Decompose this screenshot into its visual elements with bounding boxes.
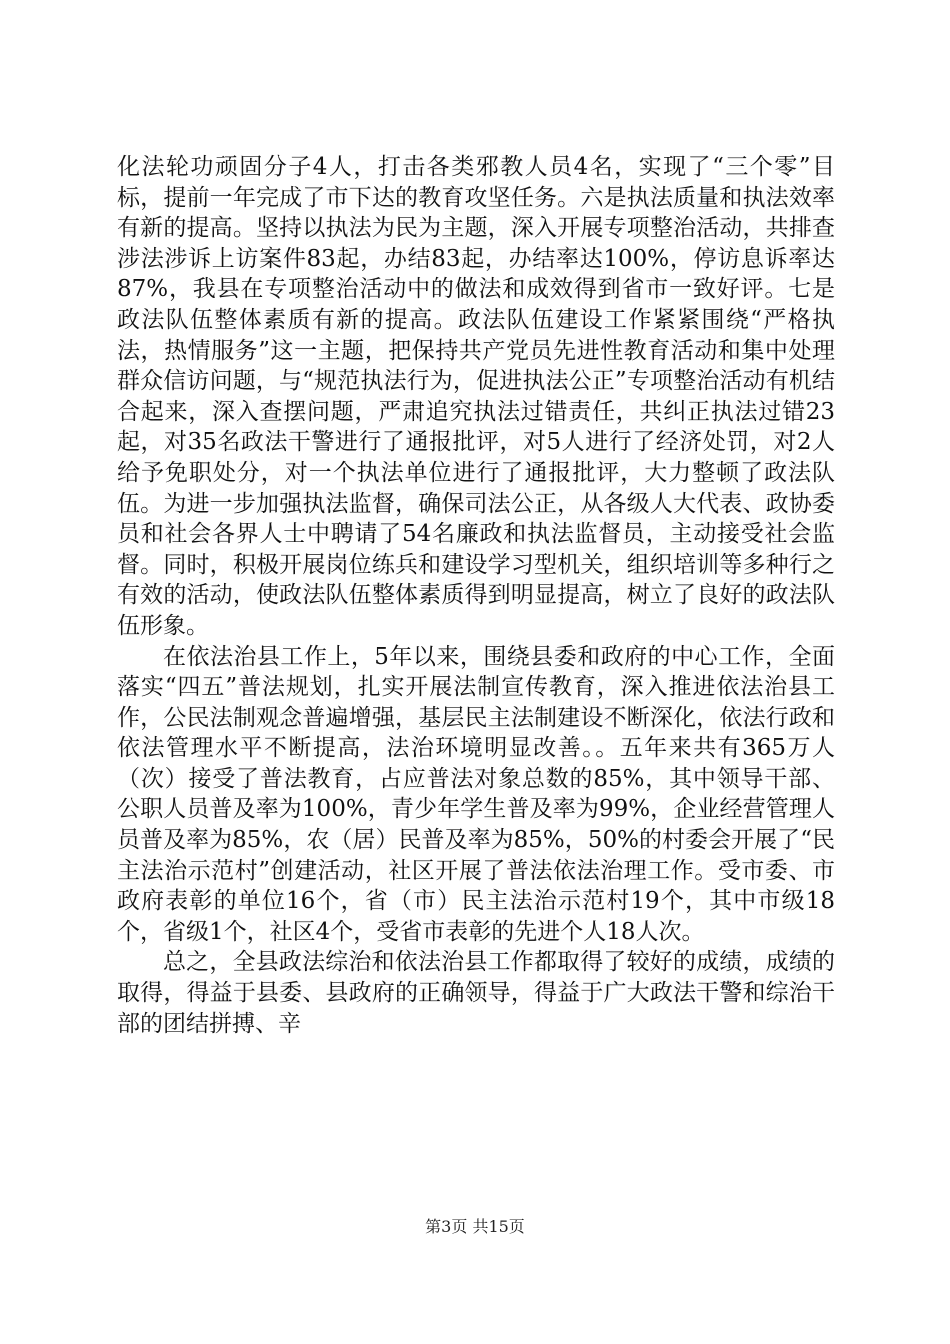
paragraph-3: 总之，全县政法综治和依法治县工作都取得了较好的成绩，成绩的取得，得益于县委、县政府的正确领导，得益于广大政法干警和综治干部的团结拼搏、辛 [117,949,835,1037]
document-body [117,152,835,1039]
paragraph-1: 化法轮功顽固分子4人，打击各类邪教人员4名，实现了“三个零”目标，提前一年完成了市下达的教育攻坚任务。六是执法质量和执法效率有新的提高。坚持以执法为民为主题，深入开展专项整治活动，共排查涉法涉诉上访案件83起，办结83起，办结率达100%，停访息诉率达87%，我县在专项整治活动中的做法和成效得到省市一致好评。七是政法队伍整体素质有新的提高。政法队伍建设工作紧紧围绕“严格执法，热情服务”这一主题，把保持共产党员先进性教育活动和集中处理群众信访问题，与“规范执法行为，促进执法公正”专项整治活动有机结合起来，深入查摆问题，严肃追究执法过错责任，共纠正执法过错23起，对35名政法干警进行了通报批评，对5人进行了经济处罚，对2人给予免职处分，对一个执法单位进行了通报批评，大力整顿了政法队伍。为进一步加强执法监督，确保司法公正，从各级人大代表、政协委员和社会各界人士中聘请了54名廉政和执法监督员，主动接受社会监督。同时，积极开展岗位练兵和建设学习型机关，组织培训等多种行之有效的活动，使政法队伍整体素质得到明显提高，树立了良好的政法队伍形象。 [117,154,835,639]
page-number-footer: 第3页 共15页 [425,1217,525,1236]
paragraph-2: 在依法治县工作上，5年以来，围绕县委和政府的中心工作，全面落实“四五”普法规划，扎实开展法制宣传教育，深入推进依法治县工作，公民法制观念普遍增强，基层民主法制建设不断深化，依法行政和依法管理水平不断提高，法治环境明显改善。。五年来共有365万人（次）接受了普法教育，占应普法对象总数的85%，其中领导干部、公职人员普及率为100%，青少年学生普及率为99%，企业经营管理人员普及率为85%，农（居）民普及率为85%，50%的村委会开展了“民主法治示范村”创建活动，社区开展了普法依法治理工作。受市委、市政府表彰的单位16个，省（市）民主法治示范村19个，其中市级18个，省级1个，社区4个，受省市表彰的先进个人18人次。 [117,643,835,945]
